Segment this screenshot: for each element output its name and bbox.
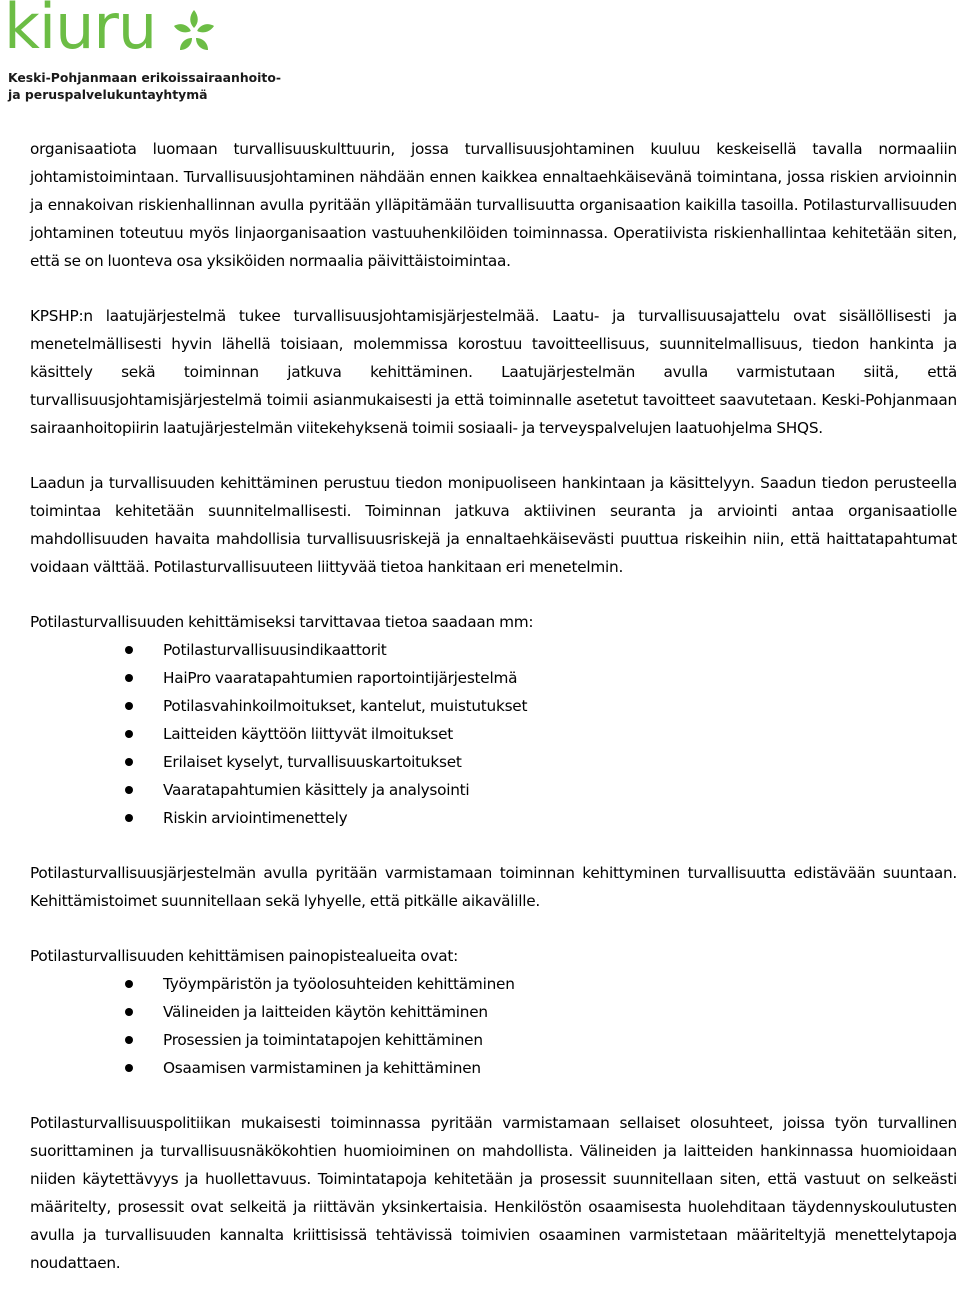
list-item-text: Vaaratapahtumien käsittely ja analysointi (163, 781, 470, 799)
bullet-icon (125, 646, 133, 654)
bullet-icon (125, 758, 133, 766)
focus-areas-list (30, 970, 957, 1082)
kiuru-logo (4, 0, 282, 106)
paragraph-quality-system: KPSHP:n laatujärjestelmä tukee turvallisuusjohtamisjärjestelmää. Laatu- ja turvallisuusajattelu ovat sisällöllisesti ja menetelmällisesti hyvin lähellä toisiaan, molemmissa korostuu tavoitteellisuus, suunnitelmallisuus, tiedon hankinta ja käsittely sekä toiminnan jatkuva kehittäminen. Laatujärjestelmän avulla varmistutaan siitä, että turvallisuusjohtamisjärjestelmä toimii asianmukaisesti ja että toiminnalle asetetut tavoitteet saavutetaan. Keski-Pohjanmaan sairaanhoitopiirin laatujärjestelmän viitekehyksenä toimii sosiaali- ja terveyspalvelujen laatuohjelma SHQS. (30, 307, 957, 437)
list-item (30, 776, 957, 804)
list-item-text: Laitteiden käyttöön liittyvät ilmoitukset (163, 725, 454, 743)
paragraph-information-gathering: Laadun ja turvallisuuden kehittäminen perustuu tiedon monipuoliseen hankintaan ja käsittelyyn. Saadun tiedon perusteella toimintaa kehitetään suunnitelmallisesti. Toiminnan jatkuva aktiivinen seuranta ja arviointi antaa organisaatiolle mahdollisuuden havaita mahdollisia turvallisuusriskejä ja ennaltaehkäisevästi puuttua riskeihin niin, että haittatapahtumat voidaan välttää. Potilasturvallisuuteen liittyvää tietoa hankitaan eri menetelmin. (30, 474, 957, 576)
list-item-text: Prosessien ja toimintatapojen kehittäminen (163, 1031, 483, 1049)
paragraph-gap (30, 275, 957, 302)
paragraph-gap (30, 1082, 957, 1109)
page-header (0, 0, 960, 110)
list-item (30, 1054, 957, 1082)
list-intro-focus-areas: Potilasturvallisuuden kehittämisen painopistealueita ovat: (30, 947, 459, 965)
bullet-icon (125, 814, 133, 822)
list-item-text: Potilasvahinkoilmoitukset, kantelut, muistutukset (163, 697, 528, 715)
paragraph-safety-policy: Potilasturvallisuuspolitiikan mukaisesti toiminnassa pyritään varmistamaan sellaiset olosuhteet, joissa työn turvallinen suorittaminen ja turvallisuusnäkökohtien huomioiminen on mahdollista. Välineiden ja laitteiden hankinnassa huomioidaan niiden käytettävyys ja huollettavuus. Toimintatapoja kehitetään ja prosessit suunnitellaan siten, että vastuut on selkeästi määritelty, prosessit ovat selkeitä ja riittävän yksinkertaisia. Henkilöstön osaamisesta huolehditaan täydennyskoulutusten avulla ja turvallisuuden kannalta kriittisissä tehtävissä toimivien osaaminen varmistetaan määriteltyjä menettelytapoja noudattaen. (30, 1114, 957, 1272)
paragraph-gap (30, 581, 957, 608)
bullet-icon (125, 1064, 133, 1072)
list-item (30, 720, 957, 748)
list-item-text: Välineiden ja laitteiden käytön kehittäminen (163, 1003, 488, 1021)
list-item (30, 970, 957, 998)
leaf-star-icon (168, 6, 220, 58)
bullet-icon (125, 980, 133, 988)
list-item (30, 998, 957, 1026)
bullet-icon (125, 674, 133, 682)
paragraph-development-direction: Potilasturvallisuusjärjestelmän avulla pyritään varmistamaan toiminnan kehittyminen turvallisuutta edistävään suuntaan. Kehittämistoimet suunnitellaan sekä lyhyelle, että pitkälle aikavälille. (30, 864, 957, 910)
list-item-text: HaiPro vaaratapahtumien raportointijärjestelmä (163, 669, 518, 687)
list-intro-information-sources: Potilasturvallisuuden kehittämiseksi tarvittavaa tietoa saadaan mm: (30, 613, 534, 631)
paragraph-gap (30, 915, 957, 942)
list-item-text: Työympäristön ja työolosuhteiden kehittäminen (163, 975, 515, 993)
bullet-icon (125, 702, 133, 710)
logo-subtitle-line1: Keski-Pohjanmaan erikoissairaanhoito- (8, 70, 282, 85)
list-item (30, 748, 957, 776)
logo-subtitle (8, 69, 281, 103)
paragraph-safety-culture: organisaatiota luomaan turvallisuuskulttuurin, jossa turvallisuusjohtaminen kuuluu keskeisellä tavalla normaaliin johtamistoimintaan. Turvallisuusjohtaminen nähdään ennen kaikkea ennaltaehkäisevänä toimintana, jossa riskien arvioinnin ja ennakoivan riskienhallinnan avulla pyritään ylläpitämään turvallisuutta organisaation kaikilla tasoilla. Potilasturvallisuuden johtaminen toteutuu myös linjaorganisaation vastuuhenkilöiden toiminnassa. Operatiivista riskienhallintaa kehitetään siten, että se on luonteva osa yksiköiden normaalia päivittäistoimintaa. (30, 140, 957, 270)
list-item-text: Erilaiset kyselyt, turvallisuuskartoitukset (163, 753, 462, 771)
document-body (30, 135, 957, 1277)
list-item (30, 692, 957, 720)
list-item-text: Potilasturvallisuusindikaattorit (163, 641, 387, 659)
bullet-icon (125, 730, 133, 738)
list-item (30, 804, 957, 832)
list-item (30, 664, 957, 692)
paragraph-gap (30, 832, 957, 859)
list-item (30, 636, 957, 664)
logo-wordmark: kiuru (4, 0, 157, 63)
list-item-text: Osaamisen varmistaminen ja kehittäminen (163, 1059, 481, 1077)
list-item (30, 1026, 957, 1054)
information-sources-list (30, 636, 957, 832)
paragraph-gap (30, 442, 957, 469)
logo-subtitle-line2: ja peruspalvelukuntayhtymä (8, 87, 208, 102)
bullet-icon (125, 1008, 133, 1016)
bullet-icon (125, 1036, 133, 1044)
list-item-text: Riskin arviointimenettely (163, 809, 348, 827)
bullet-icon (125, 786, 133, 794)
